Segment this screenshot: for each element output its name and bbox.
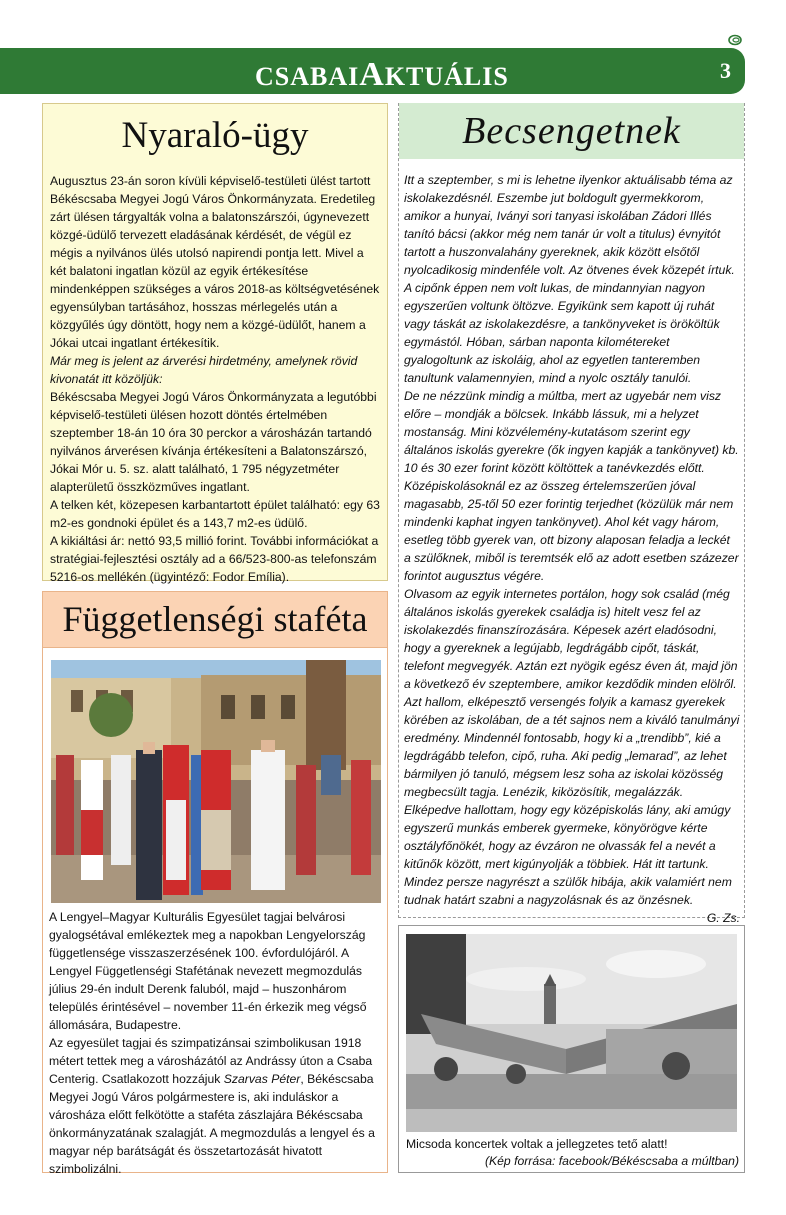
- paragraph: Azt hallom, elképesztő versengés folyik a kamasz gyerekek körében az iskolában, de a tét sajnos nem a kiváló tanulmányi eredmény. Mindennél fontosabb, hogy ki a „trendibb”, kié a legdrágább telefon, cipő, ruha. Aki pedig „lemarad”, az lehet bármilyen jó tanuló, mégsem lesz soha az iskolai közösség megbecsült tagja. Lenézik, kiközösítik, megalázzák. Elképedve hallottam, hogy egy középiskolás lány, aki amúgy egyszerű munkás emberek gyermeke, könyörögve kérte osztályfőnökét, hogy az évzáron ne olvassák fel a nevét a kitűnők között, mert kigúnyolják a többiek. Hát itt tartunk.: [404, 695, 740, 871]
- title-bar: [43, 592, 387, 648]
- paragraph: A kikiáltási ár: nettó 93,5 millió forint. További információkat a stratégiai-fejlesztési osztály ad a 66/523-800-as telefonszám 5216-os mellékén (ügyintéző: Fodor Emília).: [50, 534, 379, 584]
- article-title: Függetlenségi staféta: [62, 599, 368, 639]
- article-body: [49, 908, 385, 1178]
- masthead-part: KTUÁLIS: [384, 62, 509, 91]
- masthead-title: [255, 56, 509, 94]
- caption-text: Micsoda koncertek voltak a jellegzetes tető alatt!: [406, 1137, 668, 1151]
- paragraph: Mindez persze nagyrészt a szülők hibája, akik valamiért nem tudnak határt szabni a nagyzolásnak és az önzésnek.: [404, 875, 732, 907]
- masthead-part: CSABAI: [255, 62, 360, 91]
- paragraph: A Lengyel–Magyar Kulturális Egyesület tagjai belvárosi gyalogsétával emlékeztek meg a napokban Lengyelország függetlensége visszaszerzésének 100. évfordulójáról. A Lengyel Függetlenségi Stafétának nevezett megmozdulás július 29-én indult Derenk faluból, majd – huszonhárom település érintésével – november 11-én érkezik meg végső állomására, Budapestre.: [49, 910, 367, 1032]
- article-title: Becsengetnek: [462, 110, 681, 152]
- paragraph: Itt a szeptember, s mi is lehetne ilyenkor aktuálisabb téma az iskolakezdésnél. Eszembe jut boldogult gyermekkorom, amikor a hunyai, Iványi sori tanyasi iskolában Zádori Illés tanító bácsi (akkor még nem tanár úr volt a titulus) évnyitót tartott a huszonvalahány gyereknek, akik között elsőtől nyolcadikosig mindenféle volt. Az ötvenes évek közepét írtuk. A cipőnk éppen nem volt lukas, de mindannyian nagyon egyszerűen voltunk öltözve. Egyikünk sem kapott új ruhát vagy táskát az iskolakezdésre, a tankönyveket is örököltük egymástól. Hóban, sárban naponta kilométereket gyalogoltunk az iskoláig, ahol az egyetlen tanteremben tanultunk valamennyien, mind a nyolc osztály tanulói.: [404, 173, 735, 385]
- masthead-part: A: [359, 56, 385, 93]
- paragraph: Békéscsaba Megyei Jogú Város Önkormányzata a legutóbbi képviselő-testületi ülésen hozott döntés értelmében szeptember 18-án 10 óra 30 perckor a városházán tartandó nyilvános árverésen kívánja értékesíteni a Balatonszárszó, Jókai Mór u. 5. sz. alatt található, 1 795 négyzetméter alapterületű összközműves ingatlant.: [50, 390, 377, 494]
- article-becsengetnek: [398, 103, 745, 925]
- photo-source: (Kép forrása: facebook/Békéscsaba a múltban): [484, 1154, 739, 1168]
- article-body: [50, 172, 383, 586]
- paragraph: Már meg is jelent az árverési hirdetmény, amelynek rövid kivonatát itt közöljük:: [50, 354, 358, 386]
- photo-parade: [51, 660, 381, 903]
- photo-box-roof: [398, 925, 745, 1173]
- masthead-bar: [0, 48, 745, 94]
- article-nyaralo: [42, 103, 388, 584]
- article-body: [404, 171, 740, 927]
- paragraph: [49, 1034, 385, 1178]
- author-signature: G. Zs.: [706, 911, 740, 925]
- title-bar: [399, 103, 744, 159]
- photo-building-bw: [406, 934, 737, 1132]
- paragraph: Olvasom az egyik internetes portálon, hogy sok család (még általános iskolás gyerekek családja is) hitelt vesz fel az iskolakezdés finanszírozására. Képesek azért eladósodni, hogy a gyereknek a legújabb, legdrágább cipőt, táskát, telefont megvegyék. Aztán ezt nyögik egész éven át, majd jön a következő év szeptembere, amikor kezdődik minden elölről.: [404, 587, 738, 691]
- paragraph-text: , Békéscsaba Megyei Jogú Város polgármestere is, aki induláskor a városháza előtt felkötötte a staféta zászlajára Békéscsaba önkormányzatának szalagját. A megmozdulás a lengyel és a magyar nép barátságát és összetartozását hivatott szimbolizálni.: [49, 1072, 375, 1176]
- paragraph: Augusztus 23-án soron kívüli képviselő-testületi ülést tartott Békéscsaba Megyei Jogú Város Önkormányzata. Eredetileg zárt ülésen tárgyalták volna a balatonszárszói, úgynevezett közgé-üdülő tervezett eladásának kérdését, de végül ez mégis a nyilvános ülés utolsó napirendi pontja lett. Mivel a két balatoni ingatlan közül az egyik értékesítése mindenképpen szükséges a város 2018-as költségvetésének egyensúlyban tartásához, hosszas mérlegelés után a közgyűlés úgy döntött, hogy nem a közgé-üdülőt, hanem a Jókai utcai ingatlant értékesítik.: [50, 174, 380, 350]
- article-stafeta: [42, 591, 388, 1176]
- article-title: Nyaraló-ügy: [121, 115, 309, 156]
- mayor-name: Szarvas Péter: [223, 1072, 301, 1086]
- paragraph-text: Az egyesület tagjai és szimpatizánsai szimbolikusan 1918 métert tettek meg a városházától az Andrássy úton a Csaba Centerig. Csatlakozott hozzájuk: [49, 1036, 373, 1086]
- paragraph: De ne nézzünk mindig a múltba, mert az ugyebár nem visz előre – mondják a bölcsek. Inkább lássuk, mi a helyzet mostanság. Mini közvélemény-kutatásom szerint egy általános iskolás gyerekre (ők ingyen kapják a tankönyvet) kb. 10 és 30 ezer forint között költöttek a tanévkezdés előtt. Középiskolásoknál ez az összeg értelemszerűen jóval magasabb, 25-től 50 ezer forintig terjedhet (közülük már nem mindenki kaphat ingyen tankönyvet). Ahol két vagy három, esetleg több gyerek van, ott bizony alaposan feladja a leckét a szülőknek, miből is teremtsék elő az adott esetben százezer forintot augusztus végére.: [404, 389, 739, 583]
- swirl-logo-icon: [728, 34, 742, 46]
- photo-caption: [406, 1136, 739, 1170]
- page-number: 3: [720, 58, 731, 83]
- paragraph: A telken két, közepesen karbantartott épület található: egy 63 m2-es gondnoki épület és a 143,7 m2-es üdülő.: [50, 498, 380, 530]
